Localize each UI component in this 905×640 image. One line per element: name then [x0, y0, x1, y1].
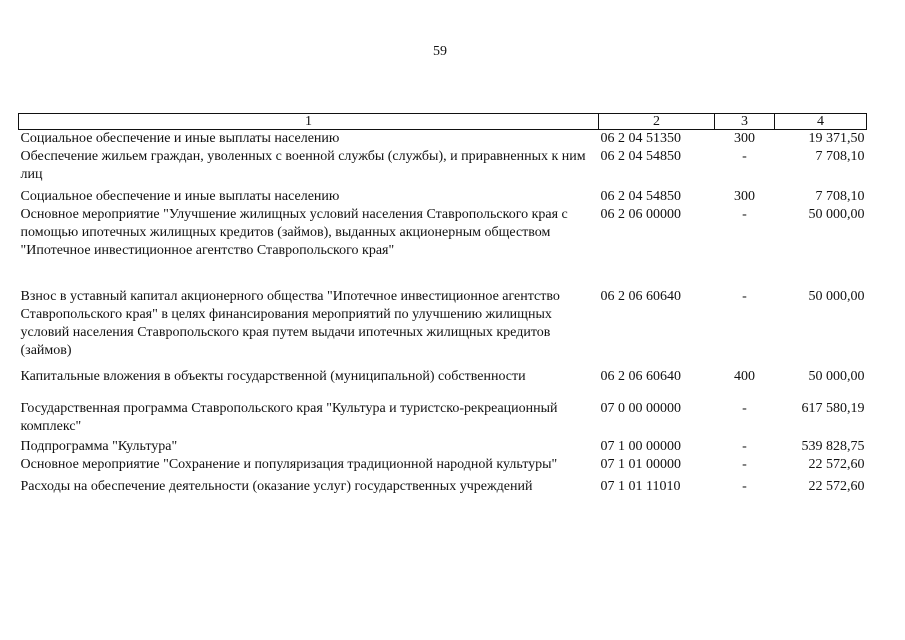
table-row — [19, 288, 867, 368]
row-code: 06 2 06 60640 — [600, 289, 681, 304]
table-row — [19, 400, 867, 438]
table-row — [19, 478, 867, 496]
row-type: - — [742, 439, 747, 454]
row-type: 300 — [734, 189, 755, 204]
row-name: Основное мероприятие "Сохранение и популяризация традиционной народной культуры" — [20, 457, 558, 472]
row-type: 300 — [734, 131, 755, 146]
row-sum: 19 371,50 — [808, 131, 865, 146]
row-code: 06 2 04 54850 — [600, 189, 681, 204]
row-name: Основное мероприятие "Улучшение жилищных условий населения Ставропольского края с помощью ипотечных жилищных кредитов (займов), выданных акционерным обществом "Ипотечное инвестиционное агентство Ставропольского края" — [20, 207, 568, 258]
row-sum: 22 572,60 — [808, 457, 865, 472]
table-row — [19, 206, 867, 288]
row-name: Социальное обеспечение и иные выплаты населению — [20, 189, 340, 204]
row-type: - — [742, 457, 747, 472]
row-sum: 50 000,00 — [808, 289, 865, 304]
row-code: 07 0 00 00000 — [600, 401, 681, 416]
table-row — [19, 184, 867, 206]
column-header-4: 4 — [775, 114, 867, 130]
row-sum: 7 708,10 — [815, 149, 865, 164]
row-name: Обеспечение жильем граждан, уволенных с военной службы (службы), и приравненных к ним лиц — [20, 149, 586, 182]
row-sum: 539 828,75 — [801, 439, 865, 454]
row-type: - — [742, 207, 747, 222]
row-name: Государственная программа Ставропольского края "Культура и туристско-рекреационный комплекс" — [20, 401, 558, 434]
row-name: Подпрограмма "Культура" — [20, 439, 178, 454]
table-row — [19, 148, 867, 184]
row-type: - — [742, 289, 747, 304]
column-header-2: 2 — [599, 114, 715, 130]
row-sum: 7 708,10 — [815, 189, 865, 204]
table-row — [19, 130, 867, 149]
row-name: Социальное обеспечение и иные выплаты населению — [20, 131, 340, 146]
row-type: - — [742, 401, 747, 416]
row-name: Расходы на обеспечение деятельности (оказание услуг) государственных учреждений — [20, 479, 533, 494]
row-sum: 22 572,60 — [808, 479, 865, 494]
page-number: 59 — [433, 44, 447, 59]
budget-table — [18, 113, 867, 496]
table-row — [19, 456, 867, 478]
row-name: Капитальные вложения в объекты государственной (муниципальной) собственности — [20, 369, 526, 384]
column-header-1: 1 — [19, 114, 599, 130]
row-sum: 50 000,00 — [808, 369, 865, 384]
table-row — [19, 438, 867, 456]
row-sum: 617 580,19 — [801, 401, 865, 416]
row-code: 06 2 06 60640 — [600, 369, 681, 384]
table-header-row — [19, 114, 867, 130]
row-sum: 50 000,00 — [808, 207, 865, 222]
column-header-3: 3 — [715, 114, 775, 130]
row-type: 400 — [734, 369, 755, 384]
row-code: 06 2 06 00000 — [600, 207, 681, 222]
row-type: - — [742, 479, 747, 494]
row-type: - — [742, 149, 747, 164]
row-code: 06 2 04 54850 — [600, 149, 681, 164]
row-code: 07 1 01 11010 — [600, 479, 681, 494]
table-row — [19, 368, 867, 400]
row-code: 07 1 01 00000 — [600, 457, 681, 472]
row-code: 07 1 00 00000 — [600, 439, 681, 454]
row-name: Взнос в уставный капитал акционерного общества "Ипотечное инвестиционное агентство Ставропольского края" в целях финансирования мероприятий по улучшению жилищных условий населения Ставропольского края путем выдачи ипотечных жилищных кредитов (займов) — [20, 289, 560, 358]
row-code: 06 2 04 51350 — [600, 131, 681, 146]
